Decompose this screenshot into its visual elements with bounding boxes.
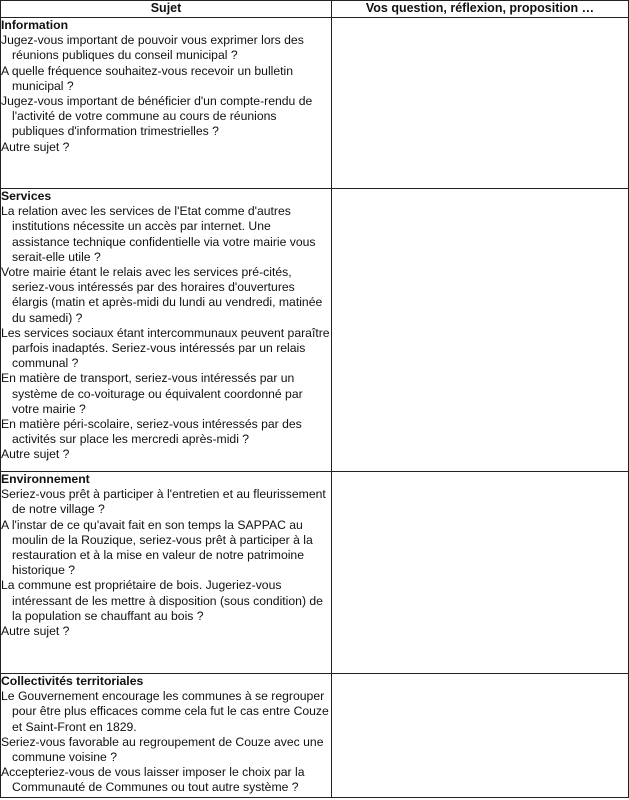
section-cell-information xyxy=(1,18,332,189)
section-row-services xyxy=(1,189,629,472)
question-services-4: En matière de transport, seriez-vous intéressés par un système de co-voiturage ou équivalent coordonné par votre mairie ? xyxy=(1,371,303,416)
answer-cell-collectivites[interactable] xyxy=(332,674,629,798)
section-title-environnement: Environnement xyxy=(1,472,90,486)
header-row xyxy=(1,1,629,18)
answer-cell-environnement[interactable] xyxy=(332,472,629,674)
answer-cell-information[interactable] xyxy=(332,18,629,189)
question-environnement-1: Seriez-vous prêt à participer à l'entretien et au fleurissement de notre village ? xyxy=(1,487,326,517)
question-environnement-4: Autre sujet ? xyxy=(1,624,70,639)
question-information-1: Jugez-vous important de pouvoir vous exprimer lors des réunions publiques du conseil municipal ? xyxy=(1,33,304,63)
subject-column-header: Sujet xyxy=(1,1,332,18)
question-collectivites-2: Seriez-vous favorable au regroupement de Couze avec une commune voisine ? xyxy=(1,734,324,765)
response-column-header: Vos question, réflexion, proposition … xyxy=(332,1,629,18)
question-services-3: Les services sociaux étant intercommunaux peuvent paraître parfois inadaptés. Seriez-vous intéressés par un relais communal ? xyxy=(1,325,330,371)
question-information-2: A quelle fréquence souhaitez-vous recevoir un bulletin municipal ? xyxy=(1,63,294,93)
section-row-environnement xyxy=(1,472,629,674)
section-row-information xyxy=(1,18,629,189)
question-environnement-3: La commune est propriétaire de bois. Jugeriez-vous intéressant de les mettre à disposition (sous condition) de la population se chauffant au bois ? xyxy=(1,578,323,623)
question-information-3: Jugez-vous important de bénéficier d'un compte-rendu de l'activité de votre commune au cours de réunions publiques d'information trimestrielles ? xyxy=(1,94,313,139)
section-cell-services xyxy=(1,189,332,472)
section-title-collectivites: Collectivités territoriales xyxy=(1,674,144,688)
question-information-4: Autre sujet ? xyxy=(1,139,70,154)
answer-cell-services[interactable] xyxy=(332,189,629,472)
question-collectivites-1: Le Gouvernement encourage les communes à se regrouper pour être plus efficaces comme cela fut le cas entre Couze et Saint-Front en 1829. xyxy=(1,689,329,734)
section-cell-environnement xyxy=(1,472,332,674)
section-cell-collectivites xyxy=(1,674,332,798)
question-environnement-2: A l'instar de ce qu'avait fait en son temps la SAPPAC au moulin de la Rouzique, seriez-vous prêt à participer à la restauration et à la mise en valeur de notre patrimoine historique ? xyxy=(1,517,313,578)
question-services-6: Autre sujet ? xyxy=(1,447,70,462)
section-row-collectivites xyxy=(1,674,629,798)
section-title-information: Information xyxy=(1,18,69,32)
question-services-5: En matière péri-scolaire, seriez-vous intéressés par des activités sur place les mercredi après-midi ? xyxy=(1,417,302,447)
section-title-services: Services xyxy=(1,189,52,203)
question-services-2: Votre mairie étant le relais avec les services pré-cités, seriez-vous intéressés par des horaires d'ouvertures élargis (matin et après-midi du lundi au vendredi, matinée du samedi) ? xyxy=(1,265,323,325)
question-collectivites-3: Accepteriez-vous de vous laisser imposer le choix par la Communauté de Communes ou tout autre système ? xyxy=(1,765,305,795)
question-services-1: La relation avec les services de l'Etat comme d'autres institutions nécessite un accès par internet. Une assistance technique confidentielle via votre mairie vous serait-elle utile ? xyxy=(1,204,316,264)
